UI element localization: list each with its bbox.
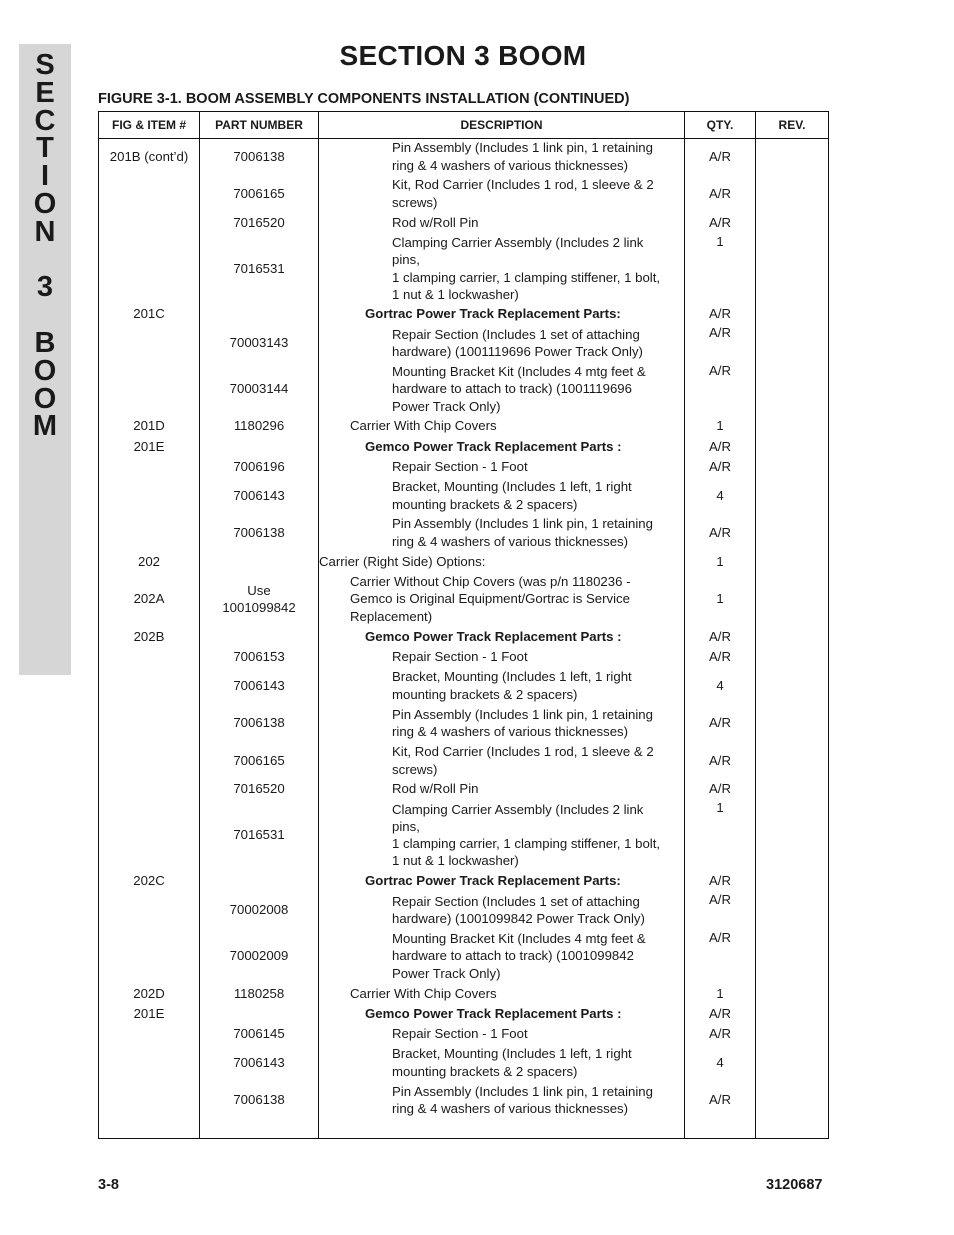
description-cell <box>319 572 684 626</box>
rev-cell <box>756 1004 828 1024</box>
fig-item-text: 202C <box>133 873 165 889</box>
part-number-text: 7006143 <box>233 677 285 693</box>
side-tab-letter: O <box>33 382 57 415</box>
part-number-cell <box>200 324 318 362</box>
figure-title: FIGURE 3-1. BOOM ASSEMBLY COMPONENTS INSTALLATION (CONTINUED) <box>98 91 630 107</box>
rev-cell <box>756 233 828 304</box>
part-number-cell <box>200 572 318 626</box>
part-number-cell <box>200 779 318 799</box>
table-row <box>99 1044 828 1081</box>
rev-cell <box>756 929 828 983</box>
side-tab-letter: T <box>36 132 54 165</box>
part-number-text: 7006165 <box>233 185 285 201</box>
table-row <box>99 304 828 324</box>
qty-text: A/R <box>709 185 731 201</box>
qty-cell <box>685 779 755 799</box>
rev-cell <box>756 457 828 477</box>
table-row <box>99 416 828 436</box>
part-number-text: 7016520 <box>233 781 285 797</box>
part-number-cell <box>200 704 318 742</box>
fig-item-text: 202D <box>133 985 165 1001</box>
table-row <box>99 514 828 551</box>
fig-item-cell <box>99 779 199 799</box>
part-number-text: 1180296 <box>233 418 285 434</box>
rev-cell <box>756 572 828 626</box>
qty-cell <box>685 324 755 362</box>
description-cell <box>319 626 684 647</box>
qty-cell <box>685 929 755 983</box>
table-row <box>99 779 828 799</box>
side-tab-letter: N <box>34 215 56 248</box>
qty-text: A/R <box>709 1006 731 1022</box>
qty-text: A/R <box>709 628 731 644</box>
table-row <box>99 704 828 742</box>
fig-item-cell <box>99 891 199 929</box>
part-number-cell <box>200 457 318 477</box>
part-number-cell <box>200 647 318 667</box>
qty-cell <box>685 572 755 626</box>
description-text: Kit, Rod Carrier (Includes 1 rod, 1 sleeve & 2 screws) <box>392 744 654 777</box>
qty-cell <box>685 551 755 572</box>
side-tab-letter: E <box>35 76 55 109</box>
rev-cell <box>756 514 828 551</box>
part-number-text: 7016531 <box>233 827 285 843</box>
description-cell <box>319 929 684 983</box>
part-number-text: 7006143 <box>233 1054 285 1070</box>
fig-item-cell <box>99 929 199 983</box>
qty-text: A/R <box>709 892 731 907</box>
description-text: Repair Section - 1 Foot <box>392 649 528 665</box>
fig-item-cell <box>99 324 199 362</box>
table-row <box>99 871 828 891</box>
rev-cell <box>756 1081 828 1119</box>
fig-item-text: 201D <box>133 418 165 434</box>
qty-text: 4 <box>716 1054 724 1070</box>
table-row <box>99 799 828 871</box>
qty-text: A/R <box>709 214 731 230</box>
qty-text: A/R <box>709 873 731 889</box>
description-text: Clamping Carrier Assembly (Includes 2 link pins, 1 clamping carrier, 1 clamping stiffener, 1 bolt, 1 nut & 1 lockwasher) <box>392 801 661 869</box>
rev-cell <box>756 138 828 175</box>
part-number-text: 1180258 <box>233 985 285 1001</box>
fig-item-cell <box>99 1044 199 1081</box>
table-row <box>99 647 828 667</box>
description-text: Mounting Bracket Kit (Includes 4 mtg feet & hardware to attach to track) (1001119696 Power Track Only) <box>392 364 646 414</box>
description-text: Rod w/Roll Pin <box>392 214 479 230</box>
table-row <box>99 1004 828 1024</box>
part-number-cell <box>200 175 318 212</box>
fig-item-text: 202A <box>133 591 165 607</box>
description-text: Bracket, Mounting (Includes 1 left, 1 right mounting brackets & 2 spacers) <box>392 1046 632 1079</box>
part-number-cell <box>200 362 318 416</box>
rev-cell <box>756 1044 828 1081</box>
table-row <box>99 436 828 457</box>
part-number-text: 7006138 <box>233 715 285 731</box>
part-number-cell <box>200 138 318 175</box>
part-number-cell <box>200 477 318 514</box>
qty-text: A/R <box>709 1092 731 1108</box>
header-rev: REV. <box>778 118 806 132</box>
qty-text: 1 <box>716 553 724 569</box>
description-text: Gemco Power Track Replacement Parts : <box>365 1006 622 1022</box>
fig-item-text: 201E <box>133 438 165 454</box>
qty-cell <box>685 1044 755 1081</box>
qty-text: 4 <box>716 677 724 693</box>
fig-item-cell <box>99 1004 199 1024</box>
description-cell <box>319 457 684 477</box>
description-cell <box>319 1081 684 1119</box>
qty-text: A/R <box>709 524 731 540</box>
part-number-cell <box>200 626 318 647</box>
table-row <box>99 212 828 233</box>
part-number-cell <box>200 667 318 704</box>
description-cell <box>319 779 684 799</box>
header-qty: QTY. <box>706 118 734 132</box>
table-row <box>99 175 828 212</box>
fig-item-cell <box>99 514 199 551</box>
table-row <box>99 572 828 626</box>
side-tab-letter: C <box>34 104 56 137</box>
fig-item-text: 201E <box>133 1006 165 1022</box>
rev-cell <box>756 667 828 704</box>
fig-item-cell <box>99 457 199 477</box>
description-text: Gortrac Power Track Replacement Parts: <box>365 873 621 889</box>
parts-table <box>98 111 829 1139</box>
side-tab-letter <box>19 302 71 330</box>
fig-item-cell <box>99 1024 199 1044</box>
description-cell <box>319 1024 684 1044</box>
side-tab-letter: O <box>33 354 57 387</box>
qty-cell <box>685 667 755 704</box>
rev-cell <box>756 175 828 212</box>
page-title: SECTION 3 BOOM <box>339 40 587 71</box>
part-number-cell <box>200 983 318 1004</box>
rev-cell <box>756 212 828 233</box>
qty-text: 1 <box>716 234 724 249</box>
part-number-cell <box>200 212 318 233</box>
rev-cell <box>756 416 828 436</box>
description-cell <box>319 983 684 1004</box>
rev-cell <box>756 891 828 929</box>
fig-item-text: 201C <box>133 306 165 322</box>
description-text: Pin Assembly (Includes 1 link pin, 1 retaining ring & 4 washers of various thicknesses) <box>392 140 653 173</box>
qty-cell <box>685 212 755 233</box>
qty-cell <box>685 175 755 212</box>
header-part-number: PART NUMBER <box>215 118 303 132</box>
qty-text: 1 <box>716 591 724 607</box>
fig-item-cell <box>99 1081 199 1119</box>
qty-cell <box>685 436 755 457</box>
description-cell <box>319 742 684 779</box>
description-cell <box>319 477 684 514</box>
fig-item-cell <box>99 233 199 304</box>
rev-cell <box>756 799 828 871</box>
fig-item-cell <box>99 742 199 779</box>
qty-text: A/R <box>709 781 731 797</box>
qty-text: A/R <box>709 363 731 378</box>
qty-cell <box>685 138 755 175</box>
table-row <box>99 233 828 304</box>
qty-cell <box>685 477 755 514</box>
qty-cell <box>685 871 755 891</box>
part-number-text: 7006196 <box>233 459 285 475</box>
part-number-text: 70003143 <box>229 335 289 351</box>
fig-item-cell <box>99 983 199 1004</box>
table-row <box>99 742 828 779</box>
fig-item-cell <box>99 212 199 233</box>
fig-item-text: 202B <box>133 628 165 644</box>
description-text: Carrier With Chip Covers <box>350 418 497 434</box>
description-cell <box>319 871 684 891</box>
qty-text: A/R <box>709 148 731 164</box>
side-tab-letter: B <box>34 326 56 359</box>
part-number-cell <box>200 436 318 457</box>
qty-text: 1 <box>716 800 724 815</box>
side-tab-letter: M <box>32 410 58 443</box>
side-tab-letter: S <box>35 49 55 81</box>
header-description: DESCRIPTION <box>460 118 543 132</box>
description-cell <box>319 891 684 929</box>
description-cell <box>319 233 684 304</box>
fig-item-cell <box>99 626 199 647</box>
part-number-cell <box>200 799 318 871</box>
fig-item-cell <box>99 138 199 175</box>
fig-item-text: 202 <box>137 553 160 569</box>
table-row <box>99 891 828 929</box>
rev-cell <box>756 324 828 362</box>
description-text: Carrier With Chip Covers <box>350 985 497 1001</box>
description-cell <box>319 212 684 233</box>
description-cell <box>319 138 684 175</box>
description-cell <box>319 704 684 742</box>
fig-item-cell <box>99 436 199 457</box>
table-row <box>99 138 828 175</box>
description-text: Kit, Rod Carrier (Includes 1 rod, 1 sleeve & 2 screws) <box>392 177 654 210</box>
fig-item-cell <box>99 667 199 704</box>
qty-cell <box>685 704 755 742</box>
description-text: Pin Assembly (Includes 1 link pin, 1 retaining ring & 4 washers of various thicknesses) <box>392 1083 653 1116</box>
qty-cell <box>685 304 755 324</box>
qty-cell <box>685 799 755 871</box>
qty-text: A/R <box>709 715 731 731</box>
rev-cell <box>756 477 828 514</box>
description-text: Mounting Bracket Kit (Includes 4 mtg feet & hardware to attach to track) (1001099842 Power Track Only) <box>392 931 646 981</box>
description-text: Clamping Carrier Assembly (Includes 2 link pins, 1 clamping carrier, 1 clamping stiffener, 1 bolt, 1 nut & 1 lockwasher) <box>392 235 661 302</box>
qty-text: 1 <box>716 985 724 1001</box>
qty-cell <box>685 1024 755 1044</box>
description-text: Rod w/Roll Pin <box>392 781 479 797</box>
description-text: Bracket, Mounting (Includes 1 left, 1 right mounting brackets & 2 spacers) <box>392 669 632 702</box>
fig-item-cell <box>99 477 199 514</box>
part-number-cell <box>200 1044 318 1081</box>
description-text: Carrier Without Chip Covers (was p/n 1180236 - Gemco is Original Equipment/Gortrac is Service Replacement) <box>350 574 631 624</box>
description-cell <box>319 647 684 667</box>
fig-item-cell <box>99 572 199 626</box>
qty-cell <box>685 983 755 1004</box>
qty-cell <box>685 416 755 436</box>
qty-cell <box>685 233 755 304</box>
qty-text: A/R <box>709 306 731 322</box>
description-cell <box>319 514 684 551</box>
table-row <box>99 362 828 416</box>
table-row <box>99 551 828 572</box>
part-number-text: 7006153 <box>233 649 285 665</box>
fig-item-cell <box>99 551 199 572</box>
description-cell <box>319 175 684 212</box>
header-fig-item: FIG & ITEM # <box>111 118 186 132</box>
part-number-cell <box>200 742 318 779</box>
fig-item-cell <box>99 871 199 891</box>
part-number-text: 7006165 <box>233 752 285 768</box>
description-text: Gortrac Power Track Replacement Parts: <box>365 306 621 322</box>
fig-item-cell <box>99 647 199 667</box>
table-row <box>99 983 828 1004</box>
description-cell <box>319 416 684 436</box>
page-number: 3-8 <box>98 1177 119 1193</box>
description-text: Pin Assembly (Includes 1 link pin, 1 retaining ring & 4 washers of various thicknesses) <box>392 706 653 739</box>
qty-text: A/R <box>709 649 731 665</box>
section-side-tab <box>19 44 71 675</box>
qty-cell <box>685 362 755 416</box>
part-number-cell <box>200 233 318 304</box>
part-number-cell <box>200 929 318 983</box>
part-number-text: 70002008 <box>229 902 289 918</box>
part-number-cell <box>200 551 318 572</box>
description-cell <box>319 324 684 362</box>
part-number-cell <box>200 891 318 929</box>
description-cell <box>319 362 684 416</box>
part-number-text: 70002009 <box>229 948 289 964</box>
rev-cell <box>756 626 828 647</box>
fig-item-text: 201B (cont’d) <box>109 148 189 164</box>
part-number-cell <box>200 1024 318 1044</box>
table-row <box>99 667 828 704</box>
part-number-text: 7006138 <box>233 524 285 540</box>
qty-text: A/R <box>709 459 731 475</box>
rev-cell <box>756 983 828 1004</box>
fig-item-cell <box>99 799 199 871</box>
qty-text: 1 <box>716 418 724 434</box>
description-text: Repair Section - 1 Foot <box>392 1026 528 1042</box>
rev-cell <box>756 304 828 324</box>
rev-cell <box>756 362 828 416</box>
side-tab-letter: 3 <box>36 271 54 304</box>
fig-item-cell <box>99 704 199 742</box>
part-number-text: Use 1001099842 <box>222 582 296 615</box>
side-tab-letter: O <box>33 187 57 220</box>
part-number-text: 7006143 <box>233 487 285 503</box>
description-cell <box>319 667 684 704</box>
table-row <box>99 1024 828 1044</box>
fig-item-cell <box>99 416 199 436</box>
rev-cell <box>756 436 828 457</box>
table-row <box>99 477 828 514</box>
table-row <box>99 457 828 477</box>
table-row <box>99 1081 828 1119</box>
rev-cell <box>756 1024 828 1044</box>
part-number-text: 7016520 <box>233 214 285 230</box>
description-text: Gemco Power Track Replacement Parts : <box>365 628 622 644</box>
side-tab-letter <box>19 247 71 275</box>
description-cell <box>319 436 684 457</box>
table-row <box>99 626 828 647</box>
fig-item-cell <box>99 362 199 416</box>
table-row <box>99 929 828 983</box>
description-text: Gemco Power Track Replacement Parts : <box>365 438 622 454</box>
qty-text: A/R <box>709 438 731 454</box>
part-number-text: 7006138 <box>233 1092 285 1108</box>
part-number-cell <box>200 304 318 324</box>
part-number-cell <box>200 514 318 551</box>
rev-cell <box>756 647 828 667</box>
qty-cell <box>685 626 755 647</box>
description-cell <box>319 1004 684 1024</box>
description-text: Carrier (Right Side) Options: <box>319 553 486 569</box>
qty-text: 4 <box>716 487 724 503</box>
part-number-cell <box>200 1004 318 1024</box>
qty-cell <box>685 647 755 667</box>
qty-cell <box>685 457 755 477</box>
part-number-text: 7006138 <box>233 148 285 164</box>
qty-cell <box>685 1004 755 1024</box>
fig-item-cell <box>99 175 199 212</box>
part-number-cell <box>200 416 318 436</box>
description-text: Pin Assembly (Includes 1 link pin, 1 retaining ring & 4 washers of various thicknesses) <box>392 516 653 549</box>
description-cell <box>319 551 684 572</box>
rev-cell <box>756 871 828 891</box>
qty-cell <box>685 891 755 929</box>
part-number-cell <box>200 1081 318 1119</box>
description-text: Repair Section - 1 Foot <box>392 459 528 475</box>
table-row <box>99 324 828 362</box>
side-tab-letter: I <box>40 160 50 193</box>
qty-text: A/R <box>709 752 731 768</box>
part-number-text: 70003144 <box>229 381 289 397</box>
description-text: Repair Section (Includes 1 set of attaching hardware) (1001119696 Power Track Only) <box>392 326 643 359</box>
qty-cell <box>685 742 755 779</box>
qty-text: A/R <box>709 325 731 340</box>
qty-text: A/R <box>709 930 731 945</box>
fig-item-cell <box>99 304 199 324</box>
part-number-text: 7016531 <box>233 260 285 276</box>
side-tab-letters <box>19 49 71 443</box>
rev-cell <box>756 779 828 799</box>
part-number-cell <box>200 871 318 891</box>
rev-cell <box>756 742 828 779</box>
description-text: Repair Section (Includes 1 set of attaching hardware) (1001099842 Power Track Only) <box>392 893 645 926</box>
description-cell <box>319 1044 684 1081</box>
description-text: Bracket, Mounting (Includes 1 left, 1 right mounting brackets & 2 spacers) <box>392 479 632 512</box>
qty-text: A/R <box>709 1026 731 1042</box>
document-number: 3120687 <box>766 1177 823 1193</box>
description-cell <box>319 304 684 324</box>
part-number-text: 7006145 <box>233 1026 285 1042</box>
rev-cell <box>756 551 828 572</box>
qty-cell <box>685 1081 755 1119</box>
qty-cell <box>685 514 755 551</box>
description-cell <box>319 799 684 871</box>
rev-cell <box>756 704 828 742</box>
